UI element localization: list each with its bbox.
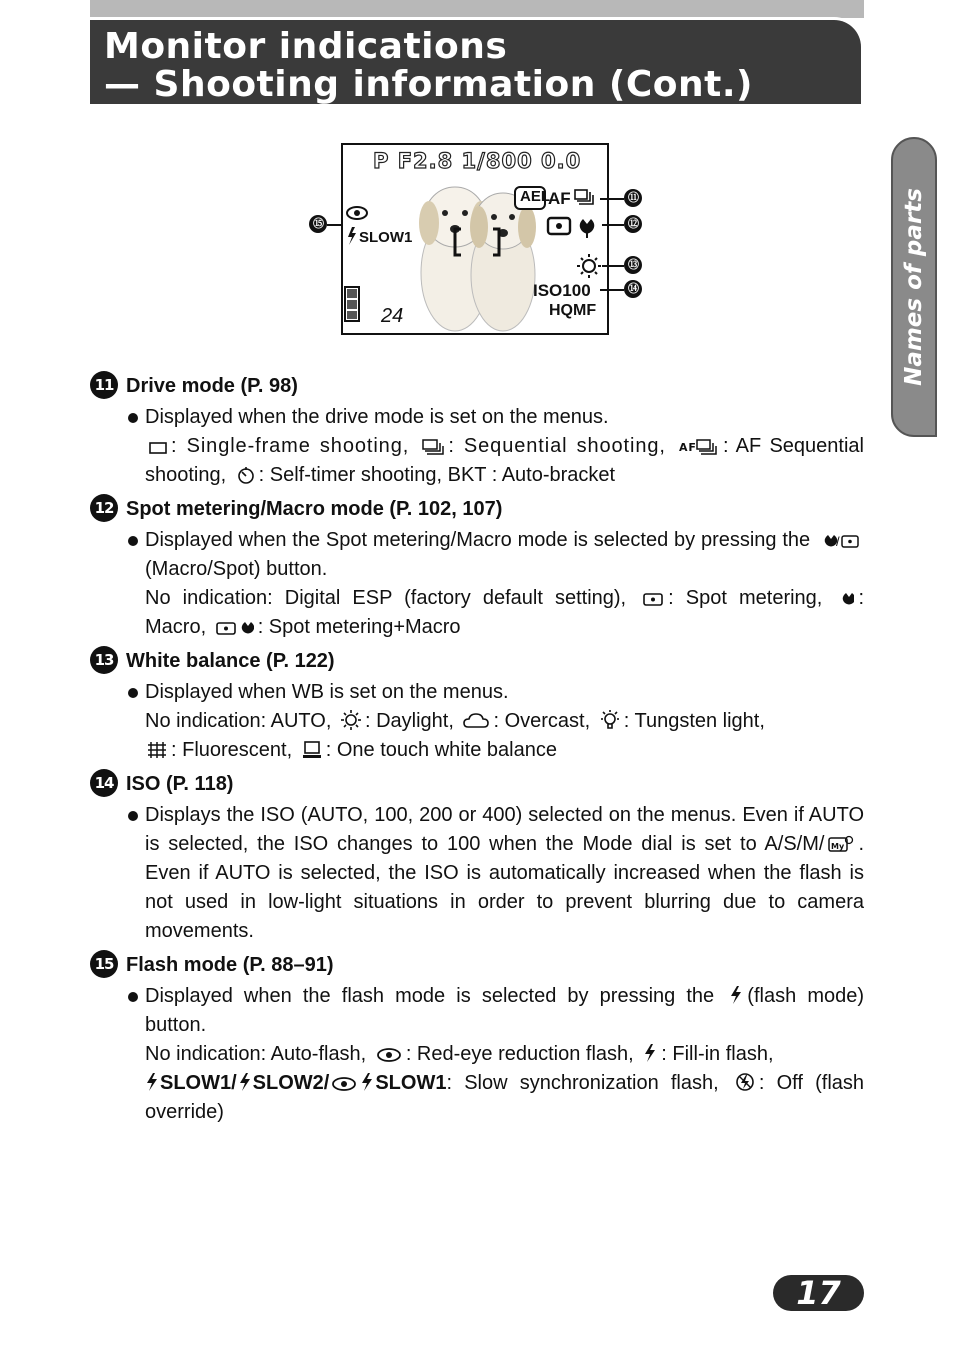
lcd-frames-remaining: 24 <box>381 305 404 327</box>
page-number: 17 <box>773 1275 864 1311</box>
wb-daylight-text: : Daylight, <box>364 710 454 732</box>
side-tab-label: Names of parts <box>901 188 927 386</box>
lcd-slow1-label: SLOW1 <box>359 229 413 246</box>
flash-slow1-icon <box>145 1072 159 1092</box>
lcd-af-label: AF <box>548 189 571 208</box>
section-side-tab <box>891 137 937 437</box>
item-title: ISO (P. 118) <box>126 773 234 795</box>
flash-slow1-label: SLOW1/ <box>160 1072 237 1094</box>
flash-off-text: : Off (flash override) <box>145 1072 865 1123</box>
item-title: Spot metering/Macro mode (P. 102, 107) <box>126 498 503 520</box>
macro-text: : Macro, <box>145 587 864 638</box>
bullet-dot <box>128 992 138 1002</box>
item-bullet-cont: . Even if AUTO is selected, the ISO is automatically increased when the flash is not used in low-light situations in order to prevent blurring due to camera movements. <box>145 833 864 942</box>
lcd-quality-label: HQMF <box>549 302 597 319</box>
item-bullet: Displayed when WB is set on the menus. <box>145 681 509 703</box>
red-eye-slow-icon <box>331 1076 357 1092</box>
callout-line-12 <box>602 224 624 226</box>
callout-15: ⑮ <box>309 215 327 233</box>
wb-one-touch-text: : One touch white balance <box>325 739 557 761</box>
fill-in-flash-icon <box>643 1043 657 1063</box>
item-title: Drive mode (P. 98) <box>126 375 298 397</box>
wb-auto-text: No indication: AUTO, <box>145 710 332 732</box>
item-bullet: Displayed when the drive mode is set on the menus. <box>145 406 609 428</box>
svg-text:My: My <box>831 842 845 851</box>
item-number: 14 <box>90 769 118 797</box>
item-iso <box>90 769 864 946</box>
callout-13: ⑬ <box>624 256 642 274</box>
flash-slow-sync-text: : Slow synchronization flash, <box>446 1072 719 1094</box>
svg-text:AF: AF <box>678 441 697 454</box>
spot-macro-text: : Spot metering+Macro <box>257 616 461 638</box>
callout-line-14 <box>600 289 624 291</box>
tungsten-icon <box>600 710 620 730</box>
flash-off-icon <box>735 1072 755 1092</box>
header-top-strip <box>90 0 864 18</box>
macro-spot-button-icon <box>820 533 860 549</box>
flash-fill-in-text: : Fill-in flash, <box>661 1043 774 1065</box>
item-flash-mode <box>90 950 864 1127</box>
monitor-illustration <box>341 143 609 335</box>
page-title-line2: — Shooting information (Cont.) <box>104 64 753 105</box>
bullet-dot <box>128 413 138 423</box>
item-bullet-cont: (flash mode) button. <box>145 985 865 1036</box>
callout-line-15 <box>327 224 343 226</box>
item-bullet: Displayed when the Spot metering/Macro mode is selected by pressing the <box>145 529 811 551</box>
macro-icon <box>838 591 854 607</box>
flash-slow1b-icon <box>360 1072 374 1092</box>
self-timer-icon <box>237 466 255 484</box>
item-bullet: Displays the ISO (AUTO, 100, 200 or 400) selected on the menus. Even if AUTO is selected, the ISO changes to 100 when the Mode dial is set to A/S/M/ <box>145 804 864 855</box>
item-number: 11 <box>90 371 118 399</box>
lcd-ael-label: AEL <box>520 188 550 205</box>
callout-12: ⑫ <box>624 215 642 233</box>
page-title-band <box>90 17 864 104</box>
item-number: 12 <box>90 494 118 522</box>
fluorescent-icon <box>147 741 167 759</box>
wb-overcast-text: : Overcast, <box>493 710 591 732</box>
item-bullet-cont: (Macro/Spot) button. <box>145 558 328 580</box>
af-sequential-icon <box>679 439 719 455</box>
one-touch-wb-icon <box>302 741 322 759</box>
drive-af-sequential-text: : AF Sequential shooting, <box>145 435 864 486</box>
item-bullet: Displayed when the flash mode is selected by pressing the <box>145 985 715 1007</box>
spot-macro-icon <box>216 620 254 636</box>
drive-self-timer-text: : Self-timer shooting, BKT : Auto-bracket <box>258 464 616 486</box>
spot-no-indication-text: No indication: Digital ESP (factory default setting), <box>145 587 627 609</box>
flash-red-eye-text: : Red-eye reduction flash, <box>405 1043 634 1065</box>
indication-list <box>90 371 864 1131</box>
drive-sequential-text: : Sequential shooting, <box>448 435 666 457</box>
sequential-icon <box>422 439 444 455</box>
spot-metering-text: : Spot metering, <box>668 587 823 609</box>
daylight-icon <box>341 710 361 730</box>
wb-tungsten-text: : Tungsten light, <box>623 710 765 732</box>
my-mode-icon <box>828 835 854 853</box>
item-white-balance <box>90 646 864 765</box>
bullet-dot <box>128 536 138 546</box>
lcd-exposure-readout: P F2.8 1/800 0.0 <box>373 149 582 173</box>
wb-fluorescent-text: : Fluorescent, <box>171 739 293 761</box>
bullet-dot <box>128 688 138 698</box>
overcast-icon <box>463 712 489 730</box>
item-drive-mode <box>90 371 864 490</box>
spot-metering-icon <box>642 591 664 607</box>
single-frame-icon <box>149 441 167 455</box>
callout-line-11 <box>600 198 624 200</box>
red-eye-icon <box>376 1047 402 1063</box>
callout-11: ⑪ <box>624 189 642 207</box>
flash-auto-text: No indication: Auto-flash, <box>145 1043 367 1065</box>
callout-line-13 <box>602 265 624 267</box>
item-title: White balance (P. 122) <box>126 650 335 672</box>
item-number: 15 <box>90 950 118 978</box>
item-number: 13 <box>90 646 118 674</box>
flash-slow2-icon <box>238 1072 252 1092</box>
flash-slow1b-label: SLOW1 <box>375 1072 447 1094</box>
callout-14: ⑭ <box>624 280 642 298</box>
flash-icon <box>729 985 743 1005</box>
page-title-line1: Monitor indications <box>104 26 508 67</box>
lcd-iso-label: ISO100 <box>533 281 591 300</box>
drive-single-text: : Single-frame shooting, <box>171 435 410 457</box>
item-title: Flash mode (P. 88–91) <box>126 954 334 976</box>
item-spot-macro <box>90 494 864 642</box>
bullet-dot <box>128 811 138 821</box>
svg-text:/: / <box>836 534 840 549</box>
flash-slow2-label: SLOW2/ <box>252 1072 330 1094</box>
